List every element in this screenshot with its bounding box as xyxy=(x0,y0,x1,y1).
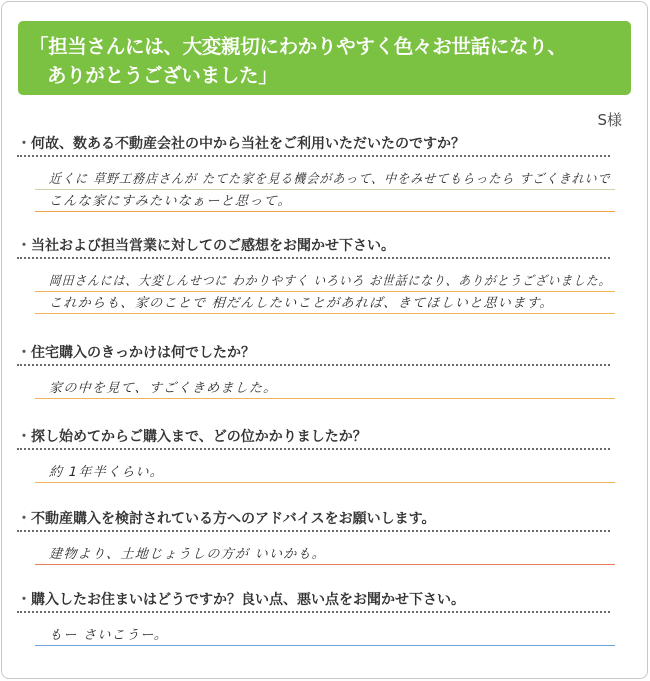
question-6-text: 購入したお住まいはどうですか？良い点、悪い点をお聞かせ下さい。 xyxy=(31,592,465,608)
qa-item-1 xyxy=(17,133,615,215)
answer-rule xyxy=(35,189,615,190)
bullet-icon: ・ xyxy=(17,511,31,527)
qa-item-6 xyxy=(17,589,615,649)
dotted-divider xyxy=(17,364,610,366)
dotted-divider xyxy=(17,448,610,450)
answer-3 xyxy=(17,380,615,402)
dotted-divider xyxy=(17,530,610,532)
headline-line-2: ありがとうございました」 xyxy=(47,64,278,87)
qa-item-2 xyxy=(17,235,615,317)
answer-4 xyxy=(17,464,615,486)
answer-6 xyxy=(17,627,615,649)
answer-2 xyxy=(17,273,615,317)
answer-5 xyxy=(17,546,615,568)
bullet-icon: ・ xyxy=(17,238,31,254)
dotted-divider xyxy=(17,155,610,157)
question-6 xyxy=(17,589,615,611)
question-4-text: 探し始めてからご購入まで、どの位かかりましたか？ xyxy=(31,429,367,445)
question-2-text: 当社および担当営業に対してのご感想をお聞かせ下さい。 xyxy=(31,238,395,254)
bullet-icon: ・ xyxy=(17,429,31,445)
survey-card xyxy=(1,1,648,679)
answer-rule xyxy=(35,564,615,565)
bullet-icon: ・ xyxy=(17,345,31,361)
answer-2-line-2: これからも、家のことで 相だんしたいことがあれば、きてほしいと思います。 xyxy=(17,295,615,317)
question-1-text: 何故、数ある不動産会社の中から当社をご利用いただいたのですか？ xyxy=(31,136,465,152)
answer-rule xyxy=(35,313,615,314)
answer-rule xyxy=(35,482,615,483)
dotted-divider xyxy=(17,257,610,259)
answer-rule xyxy=(35,211,615,212)
answer-3-line-1: 家の中を見て、すごくきめました。 xyxy=(17,380,615,402)
answer-5-line-1: 建物より、土地じょうしの方が いいかも。 xyxy=(17,546,615,568)
question-5-text: 不動産購入を検討されている方へのアドバイスをお願いします。 xyxy=(31,511,436,527)
question-1 xyxy=(17,133,615,155)
bullet-icon: ・ xyxy=(17,136,31,152)
qa-item-4 xyxy=(17,426,615,486)
answer-6-line-1: もー さいこうー。 xyxy=(17,627,615,649)
question-4 xyxy=(17,426,615,448)
answer-rule xyxy=(35,645,615,646)
headline-line-1: 「担当さんには、大変親切にわかりやすく色々お世話になり、 xyxy=(29,35,567,58)
customer-name: S様 xyxy=(597,111,622,129)
headline-banner xyxy=(18,21,631,95)
qa-item-3 xyxy=(17,342,615,402)
answer-1-line-1: 近くに 草野工務店さんが たてた家を見る機会があって、中をみせてもらったら すごくきれいで xyxy=(17,171,615,193)
answer-1-line-2: こんな家にすみたいなぁーと思って。 xyxy=(17,193,615,215)
answer-4-line-1: 約 1年半くらい。 xyxy=(17,464,615,486)
question-3-text: 住宅購入のきっかけは何でしたか？ xyxy=(31,345,255,361)
answer-rule xyxy=(35,291,615,292)
answer-2-line-1: 岡田さんには、大変しんせつに わかりやすく いろいろ お世話になり、ありがとうございました。 xyxy=(17,273,615,295)
qa-item-5 xyxy=(17,508,615,568)
dotted-divider xyxy=(17,611,610,613)
bullet-icon: ・ xyxy=(17,592,31,608)
question-2 xyxy=(17,235,615,257)
question-3 xyxy=(17,342,615,364)
answer-rule xyxy=(35,398,615,399)
answer-1 xyxy=(17,171,615,215)
question-5 xyxy=(17,508,615,530)
